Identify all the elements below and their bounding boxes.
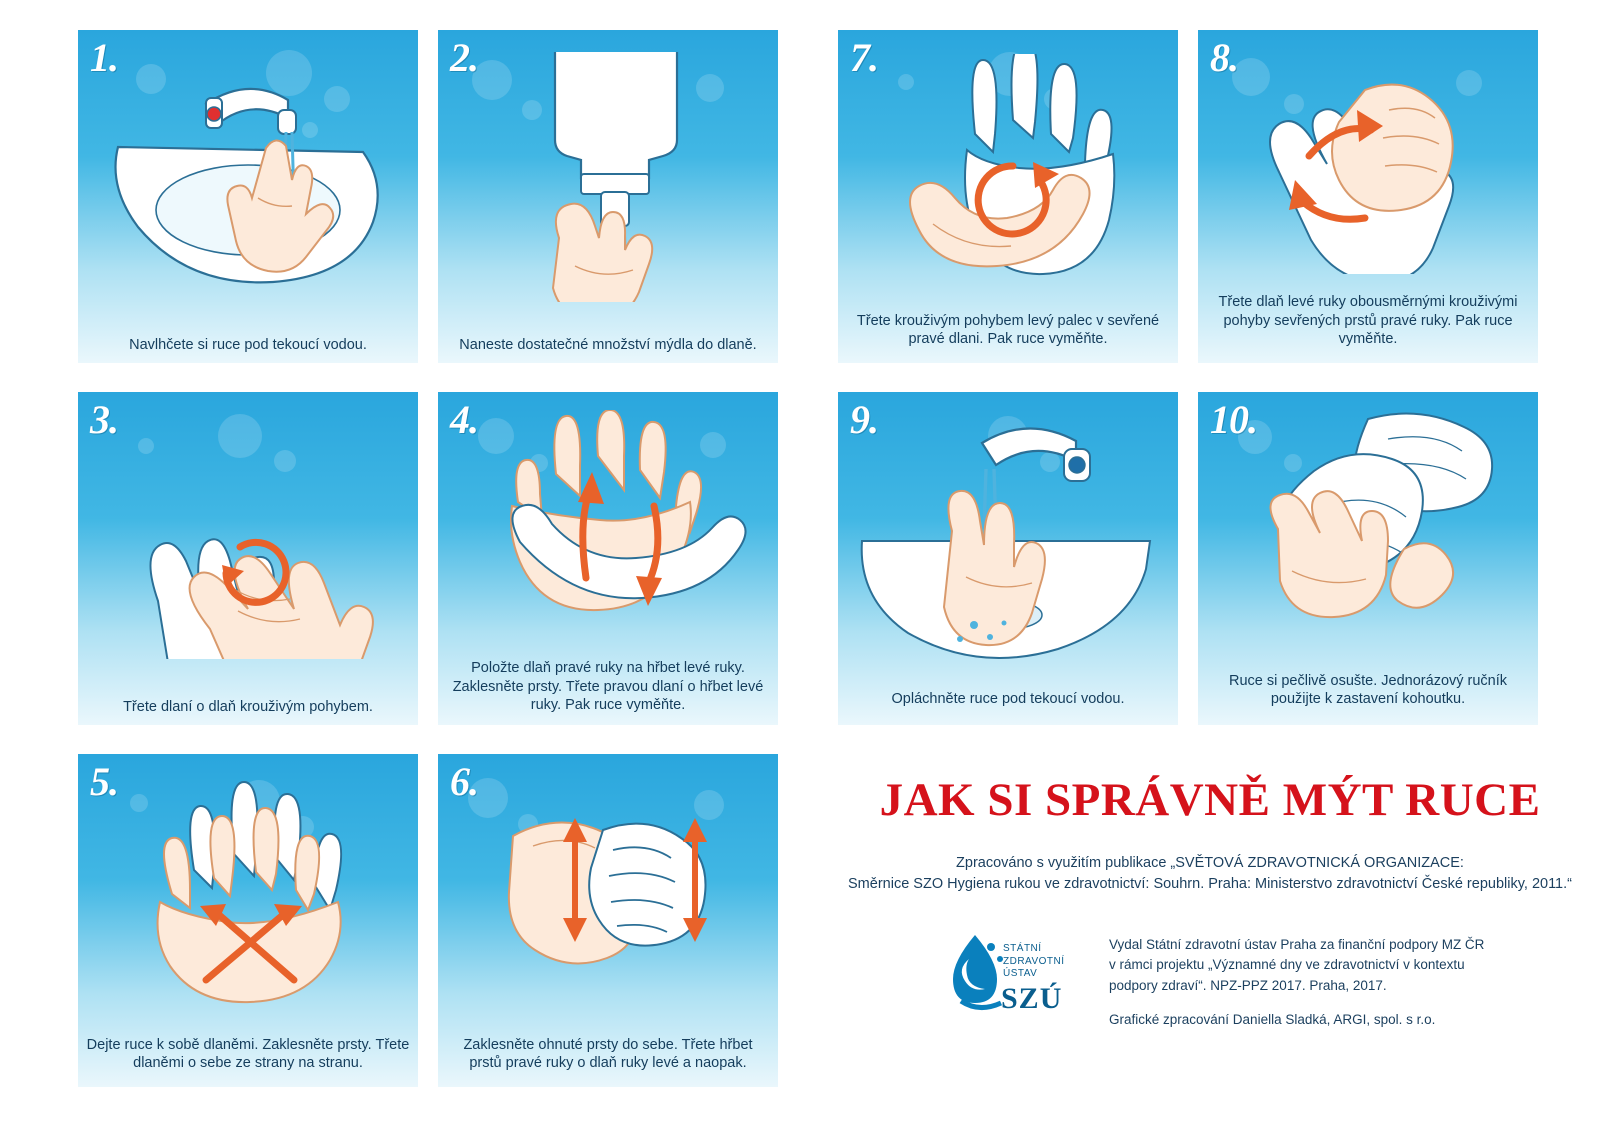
dry-hands-towel-icon <box>1198 408 1538 659</box>
palm-to-palm-circular-icon <box>78 408 418 669</box>
soap-dispenser-icon <box>438 46 778 307</box>
poster-info-block <box>840 745 1580 1105</box>
publisher-row <box>840 929 1580 1030</box>
szu-acronym: SZÚ <box>1001 982 1063 1016</box>
source-credit <box>840 853 1580 895</box>
step-panel-4 <box>438 392 778 725</box>
step-caption: Naneste dostatečné množství mýdla do dlaně. <box>459 337 757 354</box>
step-panel-1 <box>78 30 418 363</box>
szu-logo-line-2: ZDRAVOTNÍ <box>1003 955 1065 967</box>
step-number: 3. <box>90 397 118 442</box>
step-number: 6. <box>450 759 478 804</box>
step-number: 10. <box>1210 397 1257 442</box>
szu-logo-text <box>1003 943 1065 981</box>
step-caption: Položte dlaň pravé ruky na hřbet levé ruky. Zaklesněte prsty. Třete pravou dlaní o hřbet levé ruky. Pak ruce vyměňte. <box>452 660 764 714</box>
step-number: 9. <box>850 397 878 442</box>
step-number: 8. <box>1210 35 1238 80</box>
interlaced-fingers-icon <box>78 770 418 1007</box>
step-caption: Navlhčete si ruce pod tekoucí vodou. <box>129 337 367 354</box>
step-number: 1. <box>90 35 118 80</box>
step-panel-2 <box>438 30 778 363</box>
palm-over-back-icon <box>438 408 778 621</box>
publisher-line-2: v rámci projektu „Významné dny ve zdravotnictví v kontextu <box>1109 957 1465 973</box>
step-caption: Opláchněte ruce pod tekoucí vodou. <box>891 691 1125 708</box>
szu-logo <box>945 929 1095 1025</box>
publisher-text <box>1095 929 1484 1030</box>
step-panel-6 <box>438 754 778 1087</box>
thumb-rotation-icon <box>838 46 1178 291</box>
step-number: 7. <box>850 35 878 80</box>
step-caption: Třete dlaní o dlaň krouživým pohybem. <box>123 699 373 716</box>
step-number: 2. <box>450 35 478 80</box>
step-panel-10 <box>1198 392 1538 725</box>
credit-line-2: Směrnice SZO Hygiena rukou ve zdravotnictví: Souhrn. Praha: Ministerstvo zdravotnictví České republiky, 2011.“ <box>848 876 1572 893</box>
credit-line-1: Zpracováno s využitím publikace „SVĚTOVÁ ZDRAVOTNICKÁ ORGANIZACE: <box>956 855 1464 871</box>
szu-logo-line-1: STÁTNÍ <box>1003 943 1042 955</box>
step-caption: Dejte ruce k sobě dlaněmi. Zaklesněte prsty. Třete dlaněmi o sebe ze strany na stranu. <box>86 1036 410 1072</box>
backs-of-fingers-icon <box>438 770 778 1007</box>
publisher-line-3: podpory zdraví“. NPZ-PPZ 2017. Praha, 2017. <box>1109 977 1387 993</box>
step-panel-7 <box>838 30 1178 363</box>
hand-under-faucet-icon <box>78 46 418 307</box>
szu-logo-line-3: ÚSTAV <box>1003 968 1038 980</box>
step-number: 5. <box>90 759 118 804</box>
step-panel-9 <box>838 392 1178 725</box>
rinse-hands-icon <box>838 408 1178 659</box>
page-title: JAK SI SPRÁVNĚ MÝT RUCE <box>879 774 1541 826</box>
step-number: 4. <box>450 397 478 442</box>
publisher-line-1: Vydal Státní zdravotní ústav Praha za finanční podpory MZ ČR <box>1109 937 1485 953</box>
step-caption: Ruce si pečlivě osušte. Jednorázový ručník použijte k zastavení kohoutku. <box>1228 672 1508 708</box>
publisher-line-4: Grafické zpracování Daniella Sladká, ARGI, spol. s r.o. <box>1109 1011 1436 1027</box>
step-panel-5 <box>78 754 418 1087</box>
step-caption: Třete krouživým pohybem levý palec v sevřené pravé dlani. Pak ruce vyměňte. <box>856 312 1160 348</box>
fingertips-in-palm-icon <box>1198 46 1538 281</box>
step-panel-3 <box>78 392 418 725</box>
step-panel-8 <box>1198 30 1538 363</box>
step-caption: Zaklesněte ohnuté prsty do sebe. Třete hřbet prstů pravé ruky o dlaň ruky levé a naopak. <box>463 1036 753 1072</box>
step-caption: Třete dlaň levé ruky obousměrnými krouživými pohyby sevřených prstů pravé ruky. Pak ruce vyměňte. <box>1218 294 1518 348</box>
